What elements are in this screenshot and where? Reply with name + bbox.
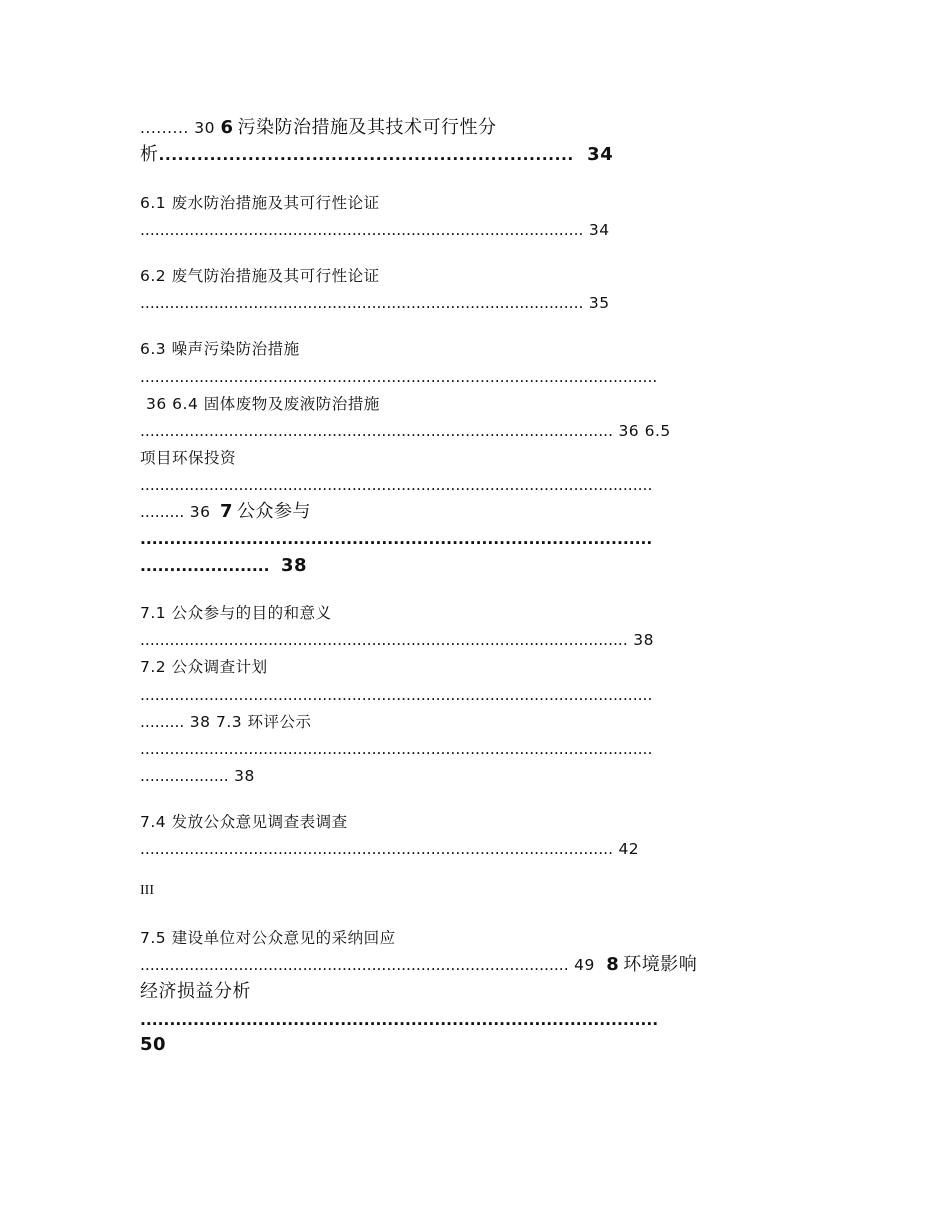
chapter-title: 环境影响 (623, 954, 698, 975)
entry-title: 7.5 建设单位对公众意见的采纳回应 (140, 929, 396, 947)
toc-leader: .................. (140, 767, 229, 785)
toc-leader: ........................................................................................................ (140, 476, 653, 494)
toc-entry-6-4 (140, 394, 380, 414)
chapter-number: 8 (606, 954, 620, 975)
toc-leader-6-2 (140, 293, 610, 313)
toc-leader: ....................................................................................... (140, 530, 653, 548)
page-ref: 36 (146, 395, 167, 413)
toc-leader-7-1 (140, 630, 654, 650)
toc-entry-7-4 (140, 812, 348, 832)
page-ref: 50 (140, 1034, 167, 1055)
page-ref: 49 (574, 956, 595, 974)
page-ref: 38 (234, 767, 255, 785)
toc-leader: .......................................................................................... (140, 294, 584, 312)
page-ref: 34 (587, 144, 614, 165)
entry-title: 6.3 噪声污染防治措施 (140, 340, 300, 358)
toc-leader-6-5 (140, 475, 652, 495)
entry-title: 7.1 公众参与的目的和意义 (140, 604, 332, 622)
toc-leader: ......... 30 (140, 119, 215, 137)
toc-leader-6-4 (140, 421, 671, 441)
toc-leader: ................................................................................................ (140, 840, 613, 858)
toc-entry-7-1 (140, 603, 332, 623)
toc-leader: ......... (140, 503, 185, 521)
toc-leader-7-4 (140, 839, 639, 859)
entry-title: 7.2 公众调查计划 (140, 658, 268, 676)
toc-leader-7-3 (140, 739, 652, 759)
toc-leader-7b (140, 556, 307, 576)
toc-leader: ......................................................................................................... (140, 368, 658, 386)
toc-leader: ....................................................................................... (140, 956, 569, 974)
page-number: III (140, 883, 154, 898)
toc-leader-6-1 (140, 220, 610, 240)
entry-title: 项目环保投资 (140, 449, 237, 467)
toc-leader: ................................................................................................... (140, 631, 628, 649)
toc-leader: ................................................................. (158, 146, 574, 164)
toc-leader-7-5 (140, 955, 697, 975)
toc-leader: ................................................................................................ (140, 422, 613, 440)
page-ref: 36 (618, 422, 640, 440)
chapter-title: 公众参与 (236, 501, 311, 522)
toc-leader: ......... (140, 713, 185, 731)
toc-entry-7-3 (140, 712, 312, 732)
page-ref: 36 (189, 503, 211, 521)
toc-leader: ........................................................................................................ (140, 740, 653, 758)
toc-leader-6-3 (140, 367, 657, 387)
toc-entry-6-5 (140, 448, 236, 468)
toc-page-8 (140, 1035, 166, 1055)
toc-leader: ...................... (140, 557, 270, 575)
page-ref: 34 (588, 221, 610, 239)
entry-title: 6.2 废气防治措施及其可行性论证 (140, 267, 380, 285)
toc-leader-7 (140, 529, 652, 549)
entry-title: 6.4 固体废物及废液防治措施 (172, 395, 380, 413)
toc-line-2 (140, 145, 613, 165)
page-ref: 38 (633, 631, 654, 649)
entry-title: 7.3 环评公示 (215, 713, 312, 731)
toc-leader-8 (140, 1010, 658, 1030)
toc-leader: .......................................................................................... (140, 221, 584, 239)
entry-number: 6.5 (644, 422, 671, 440)
chapter-title-cont: 经济损益分析 (140, 981, 251, 1002)
toc-entry-6-2 (140, 266, 380, 286)
chapter-number: 7 (219, 501, 233, 522)
toc-entry-8 (140, 982, 251, 1002)
toc-leader: ........................................................................................................ (140, 686, 653, 704)
toc-entry-7-5 (140, 928, 396, 948)
page-ref: 38 (280, 555, 308, 576)
page-ref: 38 (189, 713, 211, 731)
chapter-title: 污染防治措施及其技术可行性分 (237, 117, 497, 138)
toc-entry-6-3 (140, 339, 300, 359)
toc-line-1 (140, 118, 496, 138)
entry-title: 6.1 废水防治措施及其可行性论证 (140, 194, 380, 212)
toc-entry-6-1 (140, 193, 380, 213)
chapter-title-cont: 析 (140, 144, 159, 165)
page-ref: 42 (618, 840, 640, 858)
toc-leader: ........................................................................................ (140, 1011, 659, 1029)
page-ref: 35 (588, 294, 610, 312)
chapter-number: 6 (220, 117, 234, 138)
entry-title: 7.4 发放公众意见调查表调查 (140, 813, 348, 831)
toc-leader-7-2 (140, 685, 652, 705)
toc-entry-7-2 (140, 657, 268, 677)
toc-leader-7-3b (140, 766, 255, 786)
toc-entry-7 (140, 502, 311, 522)
